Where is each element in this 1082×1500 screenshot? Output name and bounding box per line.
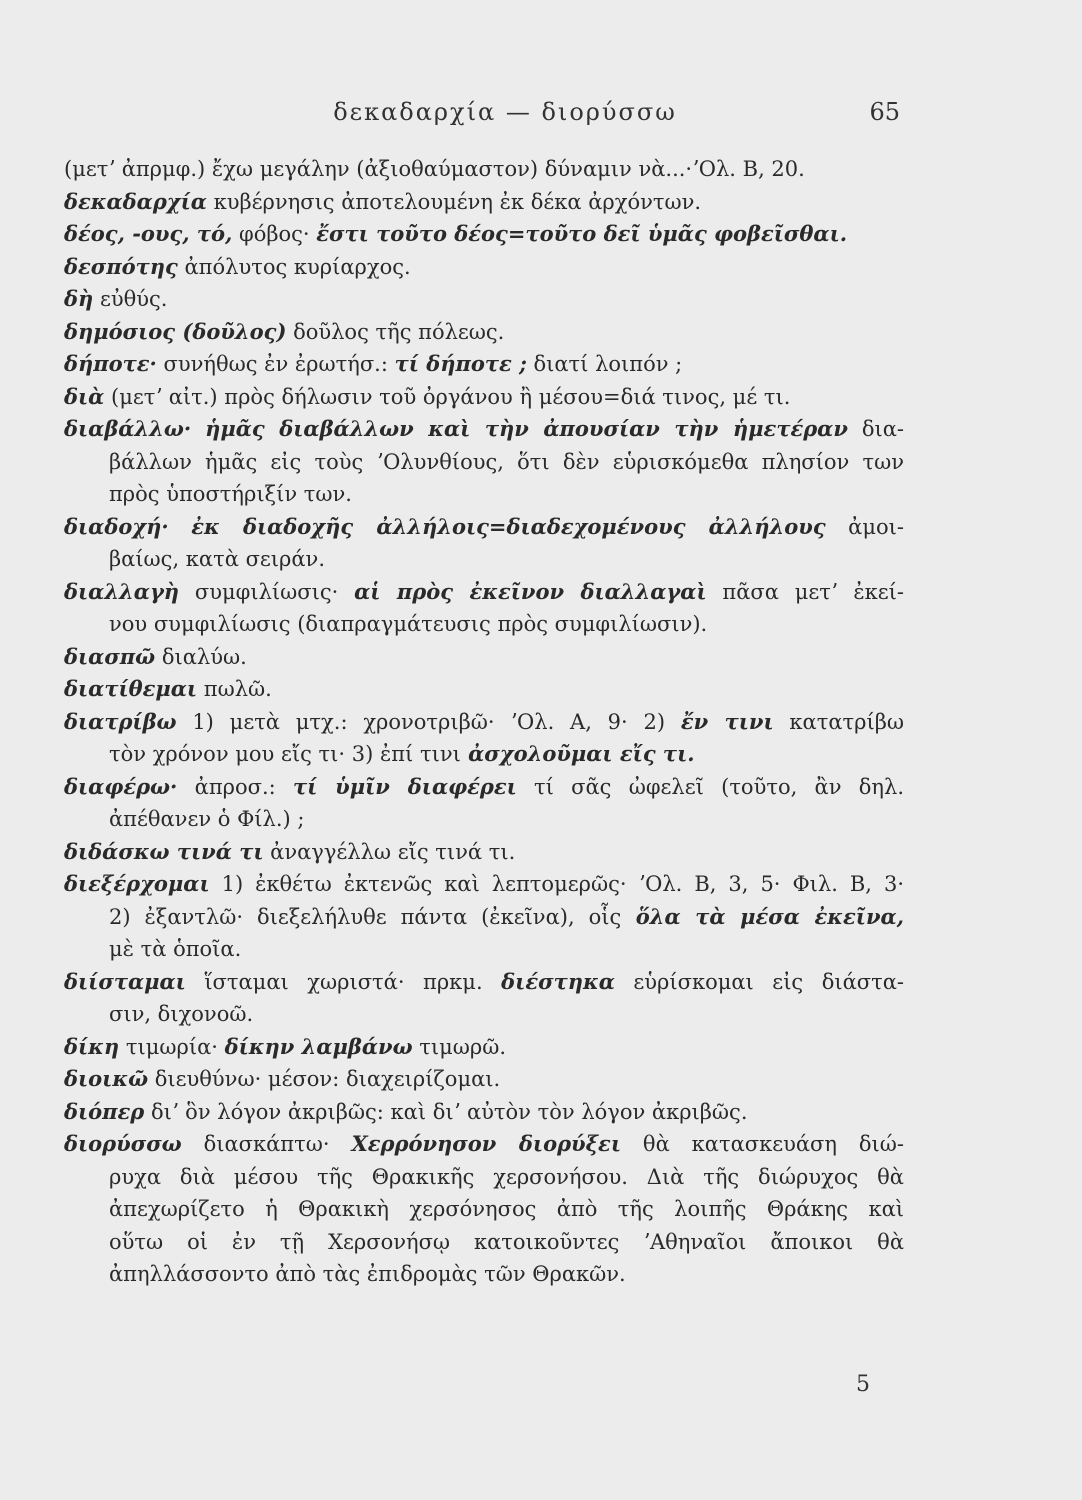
headword: διεξέρχομαι: [64, 871, 210, 896]
definition-text: ἀπέθανεν ὁ Φίλ.) ;: [109, 807, 305, 831]
definition-text: ρυχα διὰ μέσου τῆς Θρακικῆς χερσονήσου. Διὰ τῆς διώρυχος θὰ: [109, 1164, 904, 1189]
entry-continuation-line: [64, 543, 904, 576]
entry-continuation-line: [64, 1193, 904, 1226]
entry-line: [64, 153, 904, 186]
headword: δεσπότης: [64, 253, 178, 279]
entry-continuation-line: [64, 1161, 904, 1194]
example-phrase: αἱ πρὸς ἐκεῖνον διαλλαγαὶ: [354, 578, 707, 604]
entry-line: [64, 966, 904, 999]
entry-continuation-line: [64, 738, 904, 771]
example-phrase: διέστηκα: [501, 968, 615, 994]
page-header: [110, 98, 900, 132]
definition-text: ἀπροσ.:: [177, 774, 293, 799]
entry-line: [64, 706, 904, 739]
definition-text: τιμωρία·: [119, 1034, 225, 1059]
running-head: δεκαδαρχία — διορύσσω: [333, 98, 677, 126]
entry-continuation-line: [64, 446, 904, 479]
definition-text: (μετʼ αἰτ.) πρὸς δήλωσιν τοῦ ὀργάνου ἢ μέσου=διά τινος, μέ τι.: [104, 384, 791, 409]
entry-continuation-line: [64, 998, 904, 1031]
headword: δημόσιος (δοῦλος): [64, 318, 287, 344]
example-phrase: ἐκ διαδοχῆς ἀλλήλοις=διαδεχομένους ἀλλήλους: [191, 513, 826, 539]
example-phrase: ἡμᾶς διαβάλλων καὶ τὴν ἀπουσίαν τὴν ἡμετέραν: [205, 416, 848, 441]
entry-continuation-line: [64, 1258, 904, 1291]
definition-text: 1) μετὰ μτχ.: χρονοτριβῶ· ʼΟλ. Α, 9· 2): [176, 709, 681, 734]
definition-text: οὕτω οἱ ἐν τῇ Χερσονήσῳ κατοικοῦντες ʼΑθηναῖοι ἄποικοι θὰ: [109, 1229, 904, 1254]
headword: δεκαδαρχία: [64, 188, 207, 214]
definition-text: δοῦλος τῆς πόλεως.: [286, 319, 505, 344]
definition-text: 2) ἐξαντλῶ·: [109, 904, 257, 929]
definition-text: τὸν χρόνον μου εἴς τι· 3): [109, 742, 380, 766]
entry-continuation-line: [64, 478, 904, 511]
headword: διαφέρω·: [64, 773, 178, 799]
definition-text: [169, 515, 192, 539]
entry-line: [64, 348, 904, 381]
headword: διὰ: [64, 383, 105, 409]
entry-line: [64, 1128, 904, 1161]
headword: δὴ: [64, 286, 94, 311]
definition-text: φόβος·: [232, 222, 317, 246]
entry-line: [64, 836, 904, 869]
definition-text: βαίως, κατὰ σειράν.: [109, 547, 325, 571]
entry-line: [64, 576, 904, 609]
definition-text: διασκάπτω·: [181, 1132, 352, 1156]
headword: δήποτε·: [64, 351, 157, 376]
definition-text: (μετʼ ἀπρμφ.) ἔχω μεγάλην (ἀξιοθαύμαστον) δύναμιν νὰ...·ʼΟλ. Β, 20.: [64, 157, 805, 181]
entry-line: [64, 511, 904, 544]
definition-text: ἀπηλλάσσοντο ἀπὸ τὰς ἐπιδρομὰς τῶν Θρακῶν.: [109, 1262, 626, 1286]
headword: διαβάλλω·: [64, 416, 192, 441]
example-phrase: Χερρόνησον διορύξει: [351, 1131, 621, 1156]
definition-text: δια-: [847, 417, 904, 441]
example-phrase: τί ὑμῖν διαφέρει: [292, 773, 517, 799]
definition-text: τιμωρῶ.: [412, 1034, 507, 1059]
definition-text: σιν, διχονοῶ.: [109, 1002, 254, 1026]
headword: διατίθεμαι: [64, 676, 198, 701]
entry-line: [64, 186, 904, 219]
example-phrase: τί δήποτε ;: [394, 351, 527, 376]
headword: δίκη: [64, 1033, 120, 1059]
entry-continuation-line: [64, 901, 904, 934]
definition-text: διευθύνω· μέσον: διαχειρίζομαι.: [148, 1067, 501, 1091]
definition-text: πρὸς ὑποστήριξίν των.: [109, 482, 352, 506]
example-phrase: ἔστι τοῦτο δέος=τοῦτο δεῖ ὑμᾶς φοβεῖσθαι.: [316, 221, 848, 246]
definition-text: τί σᾶς ὠφελεῖ (τοῦτο, ἂν δηλ.: [516, 774, 904, 799]
definition-text: ἀναγγέλλω εἴς τινά τι.: [263, 839, 516, 864]
definition-text: ἐπί τινι: [379, 742, 461, 766]
definition-text: θὰ κατασκευάση διώ-: [621, 1132, 904, 1156]
example-phrase: ἔν τινι: [680, 708, 774, 734]
example-phrase: δίκην λαμβάνω: [224, 1033, 413, 1059]
entry-line: [64, 413, 904, 446]
definition-text: διεξελήλυθε πάντα (ἐκεῖνα), οἷς: [256, 904, 622, 929]
definition-text: συμφιλίωσις·: [179, 579, 355, 604]
headword: διίσταμαι: [64, 968, 186, 994]
entry-line: [64, 1063, 904, 1096]
entry-line: [64, 218, 904, 251]
headword: διατρίβω: [64, 708, 177, 734]
example-phrase: ὅλα τὰ μέσα ἐκεῖνα,: [621, 903, 904, 929]
entry-line: [64, 868, 904, 901]
definition-text: ἀπόλυτος κυρίαρχος.: [177, 254, 411, 279]
definition-text: εὑρίσκομαι εἰς διάστα-: [614, 969, 904, 994]
entry-line: [64, 641, 904, 674]
page-number: 65: [869, 98, 900, 126]
definition-text: συνήθως ἐν ἐρωτήσ.:: [156, 352, 395, 376]
headword: δέος, -ους, τό,: [64, 221, 233, 246]
definition-text: πᾶσα μετʼ ἐκεί-: [706, 579, 904, 604]
entry-line: [64, 283, 904, 316]
entry-line: [64, 1096, 904, 1129]
definition-text: διʼ ὃν λόγον ἀκριβῶς: καὶ διʼ αὐτὸν τὸν λόγον ἀκριβῶς.: [144, 1099, 748, 1124]
definition-text: διατί λοιπόν ;: [526, 352, 683, 376]
definition-text: ἵσταμαι χωριστά· πρκμ.: [185, 969, 502, 994]
definition-text: εὐθύς.: [93, 287, 168, 311]
headword: διορύσσω: [64, 1131, 182, 1156]
entry-line: [64, 251, 904, 284]
definition-text: μὲ τὰ ὁποῖα.: [109, 937, 242, 961]
headword: διόπερ: [64, 1098, 145, 1124]
entry-continuation-line: [64, 608, 904, 641]
entry-continuation-line: [64, 803, 904, 836]
headword: διδάσκω τινά τι: [64, 838, 264, 864]
headword: διοικῶ: [64, 1066, 149, 1091]
definition-text: 1) ἐκθέτω ἐκτενῶς καὶ λεπτομερῶς· ʼΟλ. Β, 3, 5· Φιλ. Β, 3·: [209, 872, 904, 896]
entry-continuation-line: [64, 933, 904, 966]
definition-text: πωλῶ.: [197, 677, 272, 701]
headword: διασπῶ: [64, 643, 156, 669]
printer-signature-mark: 5: [856, 1372, 870, 1397]
definition-text: νου συμφιλίωσις (διαπραγμάτευσις πρὸς συμφιλίωσιν).: [109, 612, 708, 636]
entry-line: [64, 673, 904, 706]
dictionary-entries: [64, 153, 904, 1291]
headword: διαδοχή·: [64, 513, 169, 539]
definition-text: ἀπεχωρίζετο ἡ Θρακικὴ χερσόνησος ἀπὸ τῆς λοιπῆς Θράκης καὶ: [109, 1197, 904, 1221]
entry-line: [64, 381, 904, 414]
entry-line: [64, 771, 904, 804]
definition-text: [191, 417, 205, 441]
definition-text: διαλύω.: [155, 644, 247, 669]
entry-line: [64, 316, 904, 349]
definition-text: κατατρίβω: [773, 709, 904, 734]
definition-text: κυβέρνησις ἀποτελουμένη ἐκ δέκα ἀρχόντων.: [206, 189, 702, 214]
headword: διαλλαγὴ: [64, 578, 180, 604]
entry-continuation-line: [64, 1226, 904, 1259]
example-phrase: ἀσχολοῦμαι εἴς τι.: [460, 741, 695, 766]
entry-line: [64, 1031, 904, 1064]
definition-text: ἀμοι-: [825, 514, 904, 539]
definition-text: βάλλων ἡμᾶς εἰς τοὺς ʼΟλυνθίους, ὅτι δὲν εὑρισκόμεθα πλησίον των: [109, 449, 904, 474]
